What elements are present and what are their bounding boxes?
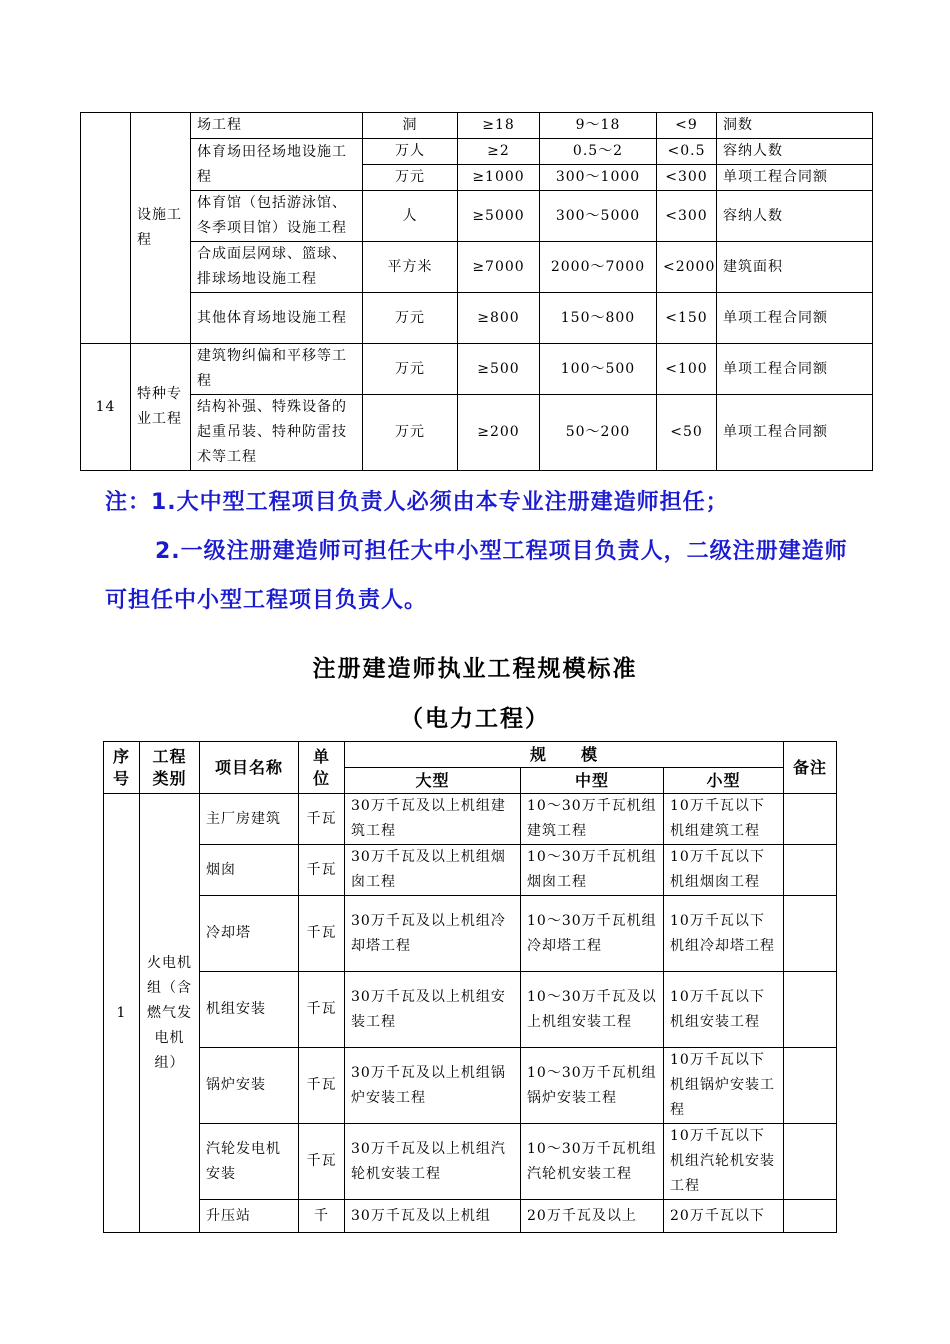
header-category: 工程类别 (140, 742, 200, 794)
item-name: 建筑物纠偏和平移等工程 (191, 344, 363, 395)
table-row (81, 395, 873, 471)
table-row (81, 344, 873, 395)
medium-cell: 10～30万千瓦机组冷却塔工程 (521, 896, 664, 972)
small-cell: 10万千瓦以下机组冷却塔工程 (664, 896, 784, 972)
medium-cell: 10～30万千瓦及以上机组安装工程 (521, 972, 664, 1048)
large-cell: 30万千瓦及以上机组 (345, 1200, 521, 1233)
small-cell: 10万千瓦以下机组烟囱工程 (664, 845, 784, 896)
unit-cell: 千瓦 (299, 896, 345, 972)
small-cell: <100 (657, 344, 717, 395)
medium-cell: 0.5～2 (540, 139, 657, 165)
remark-cell (784, 972, 837, 1048)
remark-cell (784, 1124, 837, 1200)
large-cell: ≥7000 (458, 242, 540, 293)
header-remark: 备注 (784, 742, 837, 794)
item-name: 合成面层网球、篮球、排球场地设施工程 (191, 242, 363, 293)
unit-cell: 千瓦 (299, 1124, 345, 1200)
remark-cell (784, 896, 837, 972)
large-cell: 30万千瓦及以上机组汽轮机安装工程 (345, 1124, 521, 1200)
medium-cell: 100～500 (540, 344, 657, 395)
large-cell: ≥18 (458, 113, 540, 139)
item-name: 烟囱 (200, 845, 299, 896)
unit-cell: 千 (299, 1200, 345, 1233)
remark-cell (784, 794, 837, 845)
medium-cell: 300～1000 (540, 165, 657, 191)
item-name: 场工程 (191, 113, 363, 139)
unit-cell: 平方米 (363, 242, 458, 293)
note-cell: 洞数 (717, 113, 873, 139)
small-cell: 10万千瓦以下机组安装工程 (664, 972, 784, 1048)
table-row (104, 1200, 837, 1233)
table-row (81, 139, 873, 165)
note-line-1: 注：1.大中型工程项目负责人必须由本专业注册建造师担任； (105, 490, 729, 515)
unit-cell: 千瓦 (299, 972, 345, 1048)
header-item: 项目名称 (200, 742, 299, 794)
item-name: 冷却塔 (200, 896, 299, 972)
medium-cell: 9～18 (540, 113, 657, 139)
medium-cell: 10～30万千瓦机组汽轮机安装工程 (521, 1124, 664, 1200)
note-cell: 单项工程合同额 (717, 395, 873, 471)
item-name: 锅炉安装 (200, 1048, 299, 1124)
page-subtitle: （电力工程） (400, 706, 550, 732)
large-cell: 30万千瓦及以上机组安装工程 (345, 972, 521, 1048)
seq-cell: 14 (81, 344, 131, 471)
item-name: 升压站 (200, 1200, 299, 1233)
item-name: 汽轮发电机安装 (200, 1124, 299, 1200)
large-cell: 30万千瓦及以上机组锅炉安装工程 (345, 1048, 521, 1124)
note-cell: 容纳人数 (717, 191, 873, 242)
small-cell: 10万千瓦以下机组锅炉安装工程 (664, 1048, 784, 1124)
item-name: 其他体育场地设施工程 (191, 293, 363, 344)
note-cell: 单项工程合同额 (717, 165, 873, 191)
note-cell: 容纳人数 (717, 139, 873, 165)
table-row (104, 1124, 837, 1200)
page-title: 注册建造师执业工程规模标准 (312, 656, 638, 682)
note-cell: 单项工程合同额 (717, 344, 873, 395)
medium-cell: 2000～7000 (540, 242, 657, 293)
item-name: 机组安装 (200, 972, 299, 1048)
small-cell: <50 (657, 395, 717, 471)
sports-facility-scale-table (80, 112, 873, 471)
medium-cell: 20万千瓦及以上 (521, 1200, 664, 1233)
medium-cell: 300～5000 (540, 191, 657, 242)
small-cell: 10万千瓦以下机组建筑工程 (664, 794, 784, 845)
header-medium: 中型 (521, 768, 664, 794)
header-row (104, 742, 837, 768)
item-name: 结构补强、特殊设备的起重吊装、特种防雷技术等工程 (191, 395, 363, 471)
remark-cell (784, 845, 837, 896)
table-row (81, 113, 873, 139)
small-cell: <300 (657, 191, 717, 242)
small-cell: <9 (657, 113, 717, 139)
remark-cell (784, 1200, 837, 1233)
power-engineering-scale-table (103, 741, 837, 1233)
note-cell: 建筑面积 (717, 242, 873, 293)
category-cell: 火电机组（含燃气发电机组） (140, 794, 200, 1233)
large-cell: ≥5000 (458, 191, 540, 242)
large-cell: ≥1000 (458, 165, 540, 191)
unit-cell: 千瓦 (299, 845, 345, 896)
category-cell: 设施工程 (131, 113, 191, 344)
unit-cell: 万人 (363, 139, 458, 165)
table-row (104, 845, 837, 896)
table-row (104, 794, 837, 845)
unit-cell: 千瓦 (299, 794, 345, 845)
header-scale: 规 模 (345, 742, 784, 768)
small-cell: <300 (657, 165, 717, 191)
table-row (81, 293, 873, 344)
small-cell: <0.5 (657, 139, 717, 165)
unit-cell: 万元 (363, 293, 458, 344)
small-cell: 10万千瓦以下机组汽轮机安装工程 (664, 1124, 784, 1200)
header-seq: 序号 (104, 742, 140, 794)
unit-cell: 万元 (363, 395, 458, 471)
note-cell: 单项工程合同额 (717, 293, 873, 344)
unit-cell: 万元 (363, 344, 458, 395)
medium-cell: 10～30万千瓦机组建筑工程 (521, 794, 664, 845)
medium-cell: 50～200 (540, 395, 657, 471)
large-cell: 30万千瓦及以上机组烟囱工程 (345, 845, 521, 896)
large-cell: ≥2 (458, 139, 540, 165)
notes-block (105, 478, 865, 625)
unit-cell: 万元 (363, 165, 458, 191)
large-cell: 30万千瓦及以上机组建筑工程 (345, 794, 521, 845)
header-large: 大型 (345, 768, 521, 794)
header-small: 小型 (664, 768, 784, 794)
table-row (104, 1048, 837, 1124)
item-name: 主厂房建筑 (200, 794, 299, 845)
table-row (104, 972, 837, 1048)
medium-cell: 150～800 (540, 293, 657, 344)
table-row (81, 242, 873, 293)
category-cell: 特种专业工程 (131, 344, 191, 471)
table-row (104, 896, 837, 972)
large-cell: ≥500 (458, 344, 540, 395)
unit-cell: 洞 (363, 113, 458, 139)
small-cell: <150 (657, 293, 717, 344)
large-cell: ≥800 (458, 293, 540, 344)
unit-cell: 人 (363, 191, 458, 242)
table-row (81, 191, 873, 242)
medium-cell: 10～30万千瓦机组烟囱工程 (521, 845, 664, 896)
medium-cell: 10～30万千瓦机组锅炉安装工程 (521, 1048, 664, 1124)
small-cell: 20万千瓦以下 (664, 1200, 784, 1233)
remark-cell (784, 1048, 837, 1124)
item-name: 体育场田径场地设施工程 (191, 139, 363, 191)
header-unit: 单位 (299, 742, 345, 794)
item-name: 体育馆（包括游泳馆、冬季项目馆）设施工程 (191, 191, 363, 242)
seq-cell: 1 (104, 794, 140, 1233)
large-cell: ≥200 (458, 395, 540, 471)
note-line-2: 2.一级注册建造师可担任大中小型工程项目负责人，二级注册建造师可担任中小型工程项目负责人。 (105, 539, 848, 613)
small-cell: <2000 (657, 242, 717, 293)
unit-cell: 千瓦 (299, 1048, 345, 1124)
seq-cell (81, 113, 131, 344)
large-cell: 30万千瓦及以上机组冷却塔工程 (345, 896, 521, 972)
